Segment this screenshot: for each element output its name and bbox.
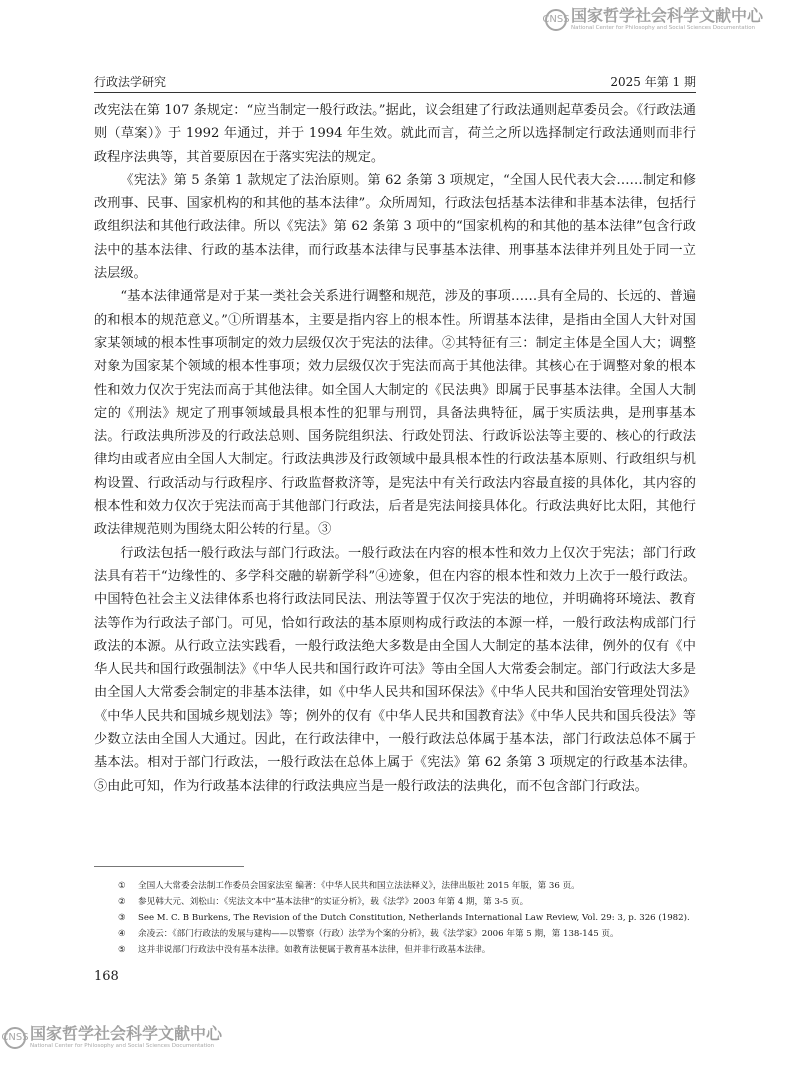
running-header: [94, 70, 696, 90]
page-number: 168: [94, 969, 119, 984]
footnote-text: 这并非说部门行政法中没有基本法律。如教育法便属于教育基本法律，但并非行政基本法律。: [138, 945, 491, 955]
footnote: [118, 878, 698, 894]
journal-title: 行政法学研究: [94, 75, 167, 89]
footnote-mark: ②: [118, 897, 126, 907]
watermark-top: [542, 6, 764, 32]
footnote: [118, 894, 698, 910]
paragraph: 改宪法在第 107 条规定：“应当制定一般行政法。”据此，议会组建了行政法通则起草委员会。《行政法通则（草案）》于 1992 年通过，并于 1994 年生效。就此而言，荷兰之所以选择制定行政法通则而非行政程序法典等，其首要原因在于落实宪法的规定。: [94, 103, 696, 165]
footnote-text: 余凌云：《部门行政法的发展与建构——以警察（行政）法学为个案的分析》，载《法学家》2006 年第 5 期，第 138-145 页。: [138, 929, 619, 939]
issue-label: 2025 年第 1 期: [610, 75, 696, 89]
footnote-mark: ⑤: [118, 945, 126, 955]
footnote-mark: ④: [118, 929, 126, 939]
watermark-logo-icon: [1, 1027, 29, 1049]
article-body: [94, 99, 696, 798]
footnote-mark: ③: [118, 913, 126, 923]
paragraph: 《宪法》第 5 条第 1 款规定了法治原则。第 62 条第 3 项规定，“全国人民代表大会……制定和修改刑事、民事、国家机构的和其他的基本法律”。众所周知，行政法包括基本法律和非基本法律，包括行政组织法和其他行政法律。所以《宪法》第 62 条第 3 项中的“国家机构的和其他的基本法律”包含行政法中的基本法律、行政的基本法律，而行政基本法律与民事基本法律、刑事基本法律并列且处于同一立法层级。: [94, 172, 696, 282]
watermark-english: National Center for Philosophy and Social Sciences Documentation: [571, 25, 756, 31]
watermark-name: 国家哲学社会科学文献中心: [571, 6, 764, 25]
paragraph: “基本法律通常是对于某一类社会关系进行调整和规范，涉及的事项……具有全局的、长远的、普遍的和根本的规范意义。”①所谓基本，主要是指内容上的根本性。所谓基本法律，是指由全国人大针对国家某领域的根本性事项制定的效力层级仅次于宪法的法律。②其特征有三：制定主体是全国人大；调整对象为国家某个领域的根本性事项；效力层级仅次于宪法而高于其他法律。其核心在于调整对象的根本性和效力仅次于宪法而高于其他法律。如全国人大制定的《民法典》即属于民事基本法律。全国人大制定的《刑法》规定了刑事领域最具根本性的犯罪与刑罚，具备法典特征，属于实质法典，是刑事基本法。行政法典所涉及的行政法总则、国务院组织法、行政处罚法、行政诉讼法等主要的、核心的行政法律均由或者应由全国人大制定。行政法典涉及行政领域中最具根本性的行政法基本原则、行政组织与机构设置、行政活动与行政程序、行政监督救济等，是宪法中有关行政法内容最直接的具体化，其内容的根本性和效力仅次于宪法而高于其他部门行政法，后者是宪法间接具体化。行政法典好比太阳，其他行政法律规范则为围绕太阳公转的行星。③: [94, 289, 696, 538]
footnote: [118, 926, 698, 942]
header-rule: [94, 92, 696, 93]
watermark-logo-icon: [542, 9, 570, 31]
footnote: [118, 910, 698, 926]
paragraph: 行政法包括一般行政法与部门行政法。一般行政法在内容的根本性和效力上仅次于宪法；部门行政法具有若干“边缘性的、多学科交融的崭新学科”④迹象，但在内容的根本性和效力上次于一般行政法。中国特色社会主义法律体系也将行政法同民法、刑法等置于仅次于宪法的地位，并明确将环境法、教育法等作为行政法子部门。可见，恰如行政法的基本原则构成行政法的本源一样，一般行政法构成部门行政法的本源。从行政立法实践看，一般行政法绝大多数是由全国人大制定的基本法律，例外的仅有《中华人民共和国行政强制法》《中华人民共和国行政许可法》等由全国人大常委会制定。部门行政法大多是由全国人大常委会制定的非基本法律，如《中华人民共和国环保法》《中华人民共和国治安管理处罚法》《中华人民共和国城乡规划法》等；例外的仅有《中华人民共和国教育法》《中华人民共和国兵役法》等少数立法由全国人大通过。因此，在行政法律中，一般行政法总体属于基本法，部门行政法总体不属于基本法。相对于部门行政法，一般行政法在总体上属于《宪法》第 62 条第 3 项规定的行政基本法律。⑤由此可知，作为行政基本法律的行政法典应当是一般行政法的法典化，而不包含部门行政法。: [94, 545, 696, 794]
footnote-text: 参见韩大元、刘松山：《宪法文本中“基本法律”的实证分析》，载《法学》2003 年第 4 期，第 3-5 页。: [138, 897, 529, 907]
watermark-english: National Center for Philosophy and Social Sciences Documentation: [30, 1043, 215, 1049]
watermark-name: 国家哲学社会科学文献中心: [30, 1024, 223, 1043]
watermark-logo-text: CNSS: [542, 14, 570, 26]
footnote: [118, 942, 698, 958]
footnote-rule: [94, 866, 244, 867]
footnote-mark: ①: [118, 881, 126, 891]
watermark-bottom: [1, 1024, 223, 1050]
footnote-text: 全国人大常委会法制工作委员会国家法室 编著：《中华人民共和国立法法释义》，法律出版社 2015 年版，第 36 页。: [138, 881, 580, 891]
footnotes: [118, 878, 698, 958]
footnote-text: See M. C. B Burkens, The Revision of the Dutch Constitution, Netherlands International Law Review, Vol. 29: 3, p. 326 (1982).: [138, 913, 690, 923]
watermark-logo-text: CNSS: [1, 1032, 29, 1044]
